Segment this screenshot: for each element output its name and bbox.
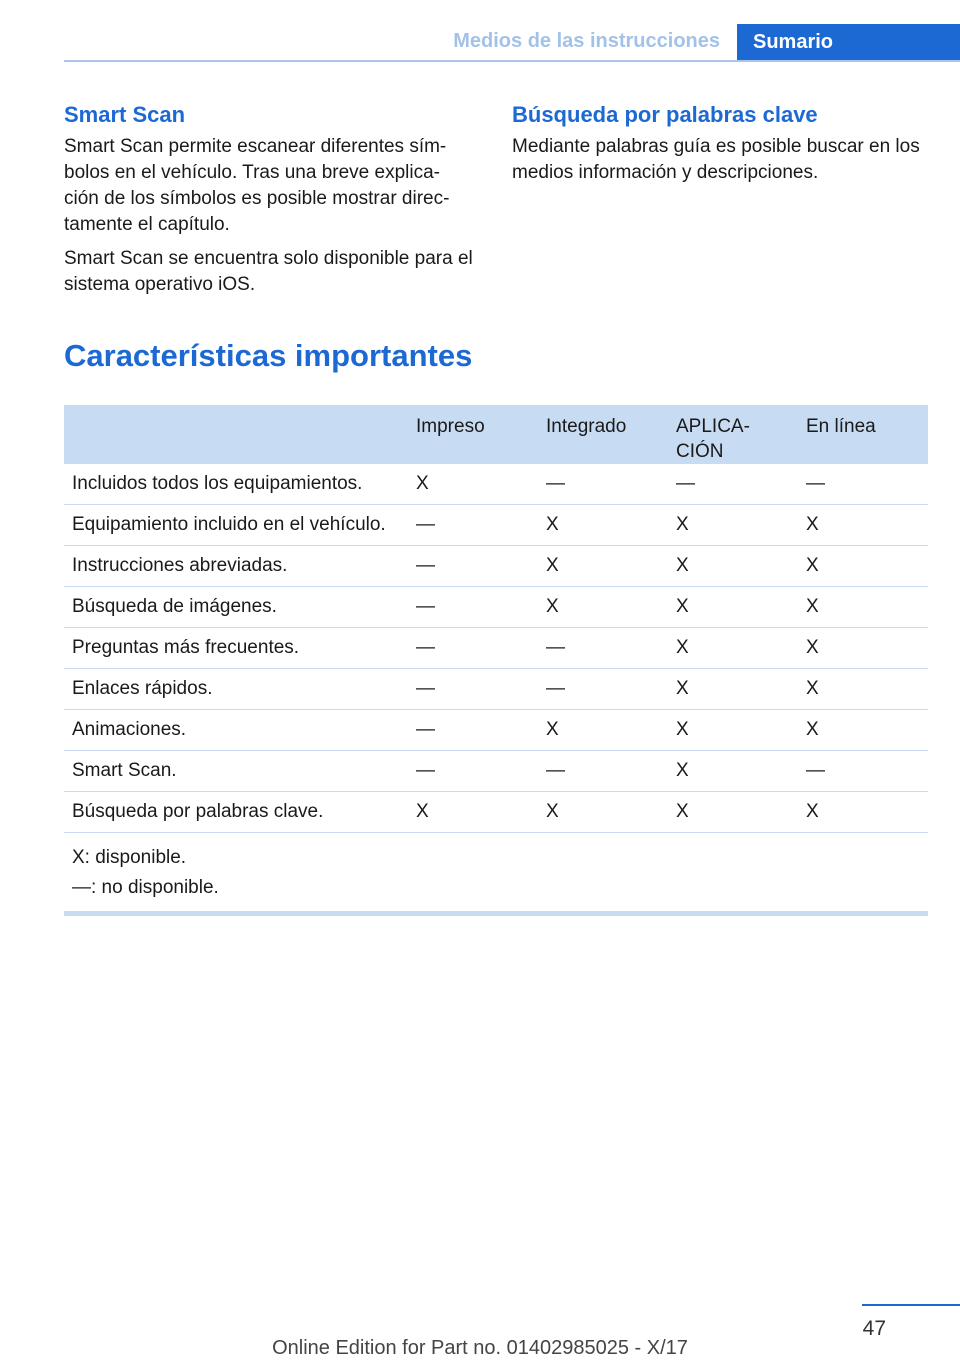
availability-cell: — xyxy=(798,751,928,792)
keyword-search-paragraph: Mediante palabras guía es posible buscar en los medios información y descripciones. xyxy=(512,136,920,183)
availability-cell: — xyxy=(408,587,538,628)
feature-name-cell: Incluidos todos los equipamientos. xyxy=(64,464,408,505)
availability-cell: — xyxy=(798,464,928,505)
availability-cell: X xyxy=(538,792,668,833)
table-row xyxy=(64,464,928,505)
availability-cell: X xyxy=(798,710,928,751)
availability-cell: X xyxy=(538,710,668,751)
header-chapter-title: Medios de las instrucciones xyxy=(453,30,720,52)
table-legend xyxy=(64,833,928,914)
table-header-cell: Impreso xyxy=(408,405,538,464)
table-row xyxy=(64,505,928,546)
availability-cell: X xyxy=(668,710,798,751)
table-row xyxy=(64,587,928,628)
availability-cell: X xyxy=(538,587,668,628)
smart-scan-section xyxy=(64,102,474,306)
table-row xyxy=(64,792,928,833)
feature-name-cell: Búsqueda por palabras clave. xyxy=(64,792,408,833)
availability-cell: X xyxy=(408,792,538,833)
availability-cell: X xyxy=(798,792,928,833)
availability-cell: — xyxy=(408,751,538,792)
keyword-search-title: Búsqueda por palabras clave xyxy=(512,102,818,127)
feature-name-cell: Equipamiento incluido en el vehículo. xyxy=(64,505,408,546)
availability-cell: — xyxy=(538,669,668,710)
table-header-row xyxy=(64,405,928,464)
feature-name-cell: Búsqueda de imágenes. xyxy=(64,587,408,628)
availability-cell: X xyxy=(668,587,798,628)
footer-edition: Online Edition for Part no. 01402985025 - X/17 xyxy=(272,1337,688,1359)
availability-cell: X xyxy=(798,505,928,546)
table-row xyxy=(64,710,928,751)
table-row xyxy=(64,628,928,669)
availability-cell: — xyxy=(538,628,668,669)
availability-cell: X xyxy=(668,546,798,587)
feature-name-cell: Preguntas más frecuentes. xyxy=(64,628,408,669)
availability-cell: X xyxy=(538,546,668,587)
availability-cell: X xyxy=(668,751,798,792)
availability-cell: X xyxy=(408,464,538,505)
table-row xyxy=(64,546,928,587)
availability-cell: — xyxy=(408,546,538,587)
availability-cell: X xyxy=(798,669,928,710)
availability-cell: X xyxy=(798,628,928,669)
feature-name-cell: Instrucciones abreviadas. xyxy=(64,546,408,587)
availability-cell: X xyxy=(538,505,668,546)
availability-cell: X xyxy=(668,628,798,669)
features-table xyxy=(64,405,928,916)
table-header-cell: APLICA- CIÓN xyxy=(668,405,798,464)
smart-scan-paragraph-1: Smart Scan permite escanear diferentes sím-bolos en el vehículo. Tras una breve explica-ción de los símbolos es posible mostrar direc-tamente el capítulo. xyxy=(64,136,450,235)
feature-name-cell: Smart Scan. xyxy=(64,751,408,792)
table-body xyxy=(64,464,928,914)
header-tab-summary[interactable]: Sumario xyxy=(737,24,960,62)
legend-item: —: no disponible. xyxy=(72,877,219,898)
availability-cell: X xyxy=(798,546,928,587)
header-divider xyxy=(64,60,960,62)
page-number: 47 xyxy=(862,1317,886,1340)
table-header-cell xyxy=(64,405,408,464)
legend-item: X: disponible. xyxy=(72,847,187,868)
availability-cell: X xyxy=(668,792,798,833)
availability-cell: — xyxy=(538,464,668,505)
availability-cell: X xyxy=(668,505,798,546)
availability-cell: — xyxy=(538,751,668,792)
feature-name-cell: Enlaces rápidos. xyxy=(64,669,408,710)
availability-cell: — xyxy=(408,669,538,710)
table-header-cell: Integrado xyxy=(538,405,668,464)
table-row xyxy=(64,751,928,792)
availability-cell: X xyxy=(798,587,928,628)
availability-cell: — xyxy=(668,464,798,505)
table-row xyxy=(64,669,928,710)
table-legend-row xyxy=(64,833,928,914)
availability-cell: — xyxy=(408,628,538,669)
availability-cell: — xyxy=(408,505,538,546)
feature-name-cell: Animaciones. xyxy=(64,710,408,751)
smart-scan-paragraph-2: Smart Scan se encuentra solo disponible para el sistema operativo iOS. xyxy=(64,248,473,295)
availability-cell: X xyxy=(668,669,798,710)
availability-cell: — xyxy=(408,710,538,751)
table-header-cell: En línea xyxy=(798,405,928,464)
features-title: Características importantes xyxy=(64,338,473,373)
page-number-rule xyxy=(862,1304,960,1306)
keyword-search-section xyxy=(512,102,922,194)
smart-scan-title: Smart Scan xyxy=(64,102,186,127)
